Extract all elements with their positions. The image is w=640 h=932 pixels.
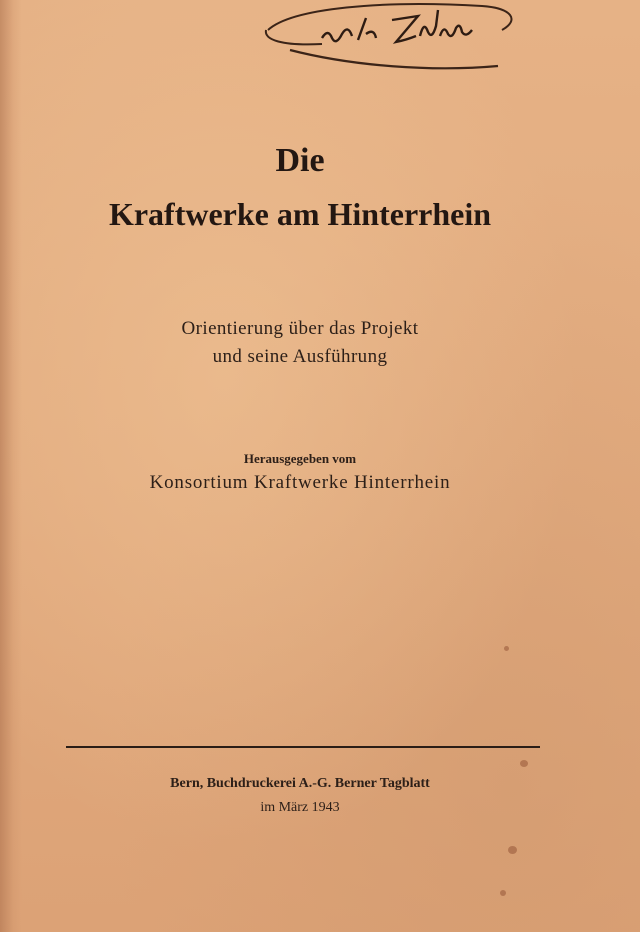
subtitle-line-1: Orientierung über das Projekt — [181, 318, 419, 339]
title-line-1: Die — [275, 142, 325, 179]
handwritten-signature — [262, 0, 522, 78]
publisher-label: Herausgegeben vom — [243, 451, 357, 466]
foxing-spot — [520, 760, 528, 767]
foxing-spot — [500, 890, 506, 896]
imprint-line-2: im März 1943 — [260, 800, 340, 815]
imprint-line-1: Bern, Buchdruckerei A.-G. Berner Tagblatt — [170, 776, 430, 791]
subtitle-line-2: und seine Ausführung — [212, 346, 388, 367]
foxing-spot — [508, 846, 517, 854]
foxing-spot — [504, 646, 509, 651]
title-line-2: Kraftwerke am Hinterrhein — [108, 196, 492, 232]
horizontal-rule — [66, 746, 540, 748]
publisher-name: Konsortium Kraftwerke Hinterrhein — [149, 472, 451, 493]
